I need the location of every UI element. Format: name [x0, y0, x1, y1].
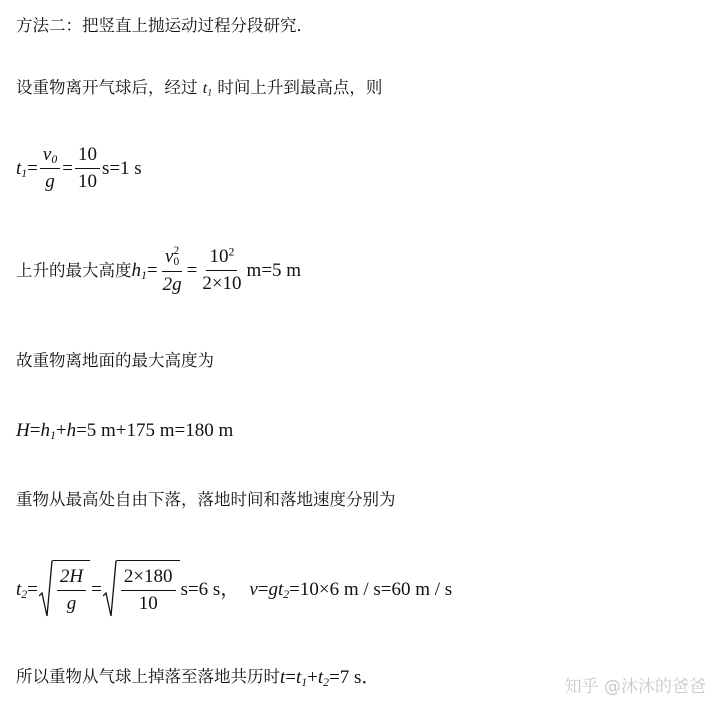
eq2-result: m=5 m — [246, 260, 302, 282]
eq5-t1: $t_1$ — [296, 667, 308, 689]
eq3-equals: = — [29, 420, 41, 441]
eq4-equals-3: = — [257, 578, 269, 600]
eq4-sqrt-numeric: $\frac{2\times 180}{10}$ — [103, 560, 180, 618]
eq4-t2b: $t_2$ — [277, 578, 290, 601]
eq4-equals: = — [27, 578, 38, 600]
eq3-plus: + — [55, 420, 67, 441]
eq1-equals: = — [27, 158, 38, 180]
eq5-result: =7 s． — [329, 667, 381, 688]
intro-sentence — [16, 80, 382, 97]
eq4-equals-2: = — [91, 578, 102, 600]
eq1-result: s=1 s — [101, 158, 142, 180]
eq1-fraction-v0-g: $\frac{v_0}{g}$ — [40, 145, 60, 193]
eq4-t2: $t_2$ — [16, 578, 28, 601]
total-height-sentence: 故重物离地面的最大高度为 — [16, 351, 214, 370]
eq3-h: h — [66, 420, 77, 441]
var-t1: $t_1$ — [202, 80, 213, 99]
eq2-label: 上升的最大高度 — [16, 260, 132, 280]
eq2-equals-2: = — [186, 260, 198, 282]
eq1-fraction-numeric: $\frac{10}{10}$ — [75, 145, 100, 193]
eq1-t: $t_1$ — [16, 158, 28, 181]
eq2-fraction-numeric: $\frac{10^2}{2\times 10}$ — [202, 245, 242, 294]
eq1-equals-2: = — [62, 158, 73, 180]
eq4-sqrt-2H-g: $\frac{2H}{g}$ — [39, 560, 90, 618]
eq4-g: g — [268, 578, 278, 600]
equation-max-height — [16, 246, 301, 296]
eq5-plus: + — [307, 667, 318, 688]
eq3-H: H — [16, 420, 30, 441]
total-time-text: 所以重物从气球上掉落至落地共历时 — [16, 667, 280, 687]
equation-total-height — [16, 421, 233, 440]
total-time-sentence — [16, 668, 380, 687]
eq5-t: t — [280, 667, 286, 688]
eq4-result-time: s=6 s， — [180, 578, 240, 600]
intro-text-pre: 设重物离开气球后，经过 — [16, 78, 198, 97]
eq4-result-velocity: =10×6 m / s=60 m / s — [289, 578, 453, 600]
equation-t1 — [16, 145, 142, 193]
fall-sentence: 重物从最高处自由下落，落地时间和落地速度分别为 — [16, 490, 396, 509]
eq3-result: =5 m+175 m=180 m — [76, 420, 234, 441]
eq2-equals: = — [146, 260, 158, 282]
method-heading: 方法二：把竖直上抛运动过程分段研究． — [16, 16, 313, 35]
eq2-fraction-v0sq-2g: v 2 0 2g — [162, 245, 182, 295]
eq5-t2: $t_2$ — [317, 667, 330, 689]
eq5-equals: = — [285, 667, 296, 688]
eq2-h1: $h_1$ — [131, 260, 147, 283]
eq4-v: v — [249, 578, 258, 600]
eq3-h1: $h_1$ — [40, 420, 56, 442]
intro-text-post: 时间上升到最高点，则 — [217, 78, 383, 97]
zhihu-watermark: 知乎 @沐沐的爸爸 — [564, 677, 706, 697]
equation-fall — [16, 560, 452, 618]
